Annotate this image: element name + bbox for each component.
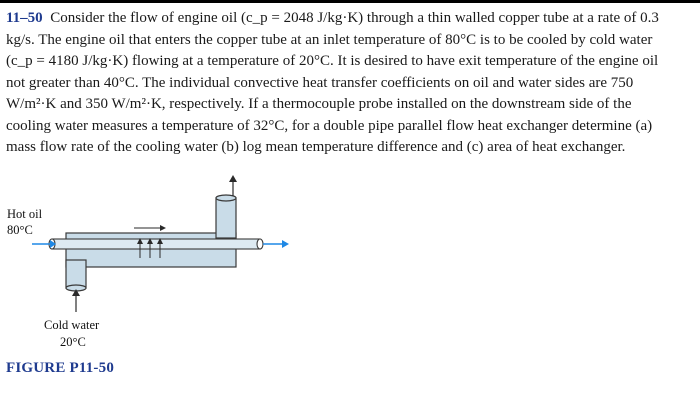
problem-line-5: W/m²·K and 350 W/m²·K, respectively. If a thermocouple probe installed on the downstream side of the: [6, 96, 632, 112]
problem-line-6: cooling water measures a temperature of 32°C, for a double pipe parallel flow heat exchanger determine (a): [6, 117, 653, 134]
problem-line-1: 11–50 Consider the flow of engine oil (c_p = 2048 J/kg·K) through a thin walled copper tube at a rate of 0.3: [6, 10, 659, 26]
hot-oil-temp: 80°C: [7, 223, 33, 237]
problem-line-2: kg/s. The engine oil that enters the copper tube at an inlet temperature of 80°C is to be cooled by cold water: [6, 31, 653, 48]
cold-water-label: Cold water: [44, 318, 100, 332]
cold-water-temp: 20°C: [60, 335, 86, 349]
figure-caption: FIGURE P11-50: [6, 360, 115, 376]
outer-shell: [66, 233, 236, 267]
water-inlet-pipe: [66, 260, 86, 288]
problem-number: 11–50: [6, 10, 43, 26]
problem-line-4: not greater than 40°C. The individual convective heat transfer coefficients on oil and water sides are 750: [6, 74, 634, 91]
water-outlet-arrowhead: [229, 175, 237, 182]
water-outlet-pipe: [216, 198, 236, 238]
hot-oil-label: Hot oil: [7, 207, 43, 221]
inner-tube: [52, 239, 260, 249]
problem-line-7: mass flow rate of the cooling water (b) log mean temperature difference and (c) area of heat exchanger.: [6, 139, 626, 155]
inner-tube-outlet: [257, 239, 263, 249]
problem-line-3: (c_p = 4180 J/kg·K) flowing at a temperature of 20°C. It is desired to have exit temperature of the engine oil: [6, 53, 659, 69]
oil-outlet-arrowhead: [282, 240, 289, 248]
